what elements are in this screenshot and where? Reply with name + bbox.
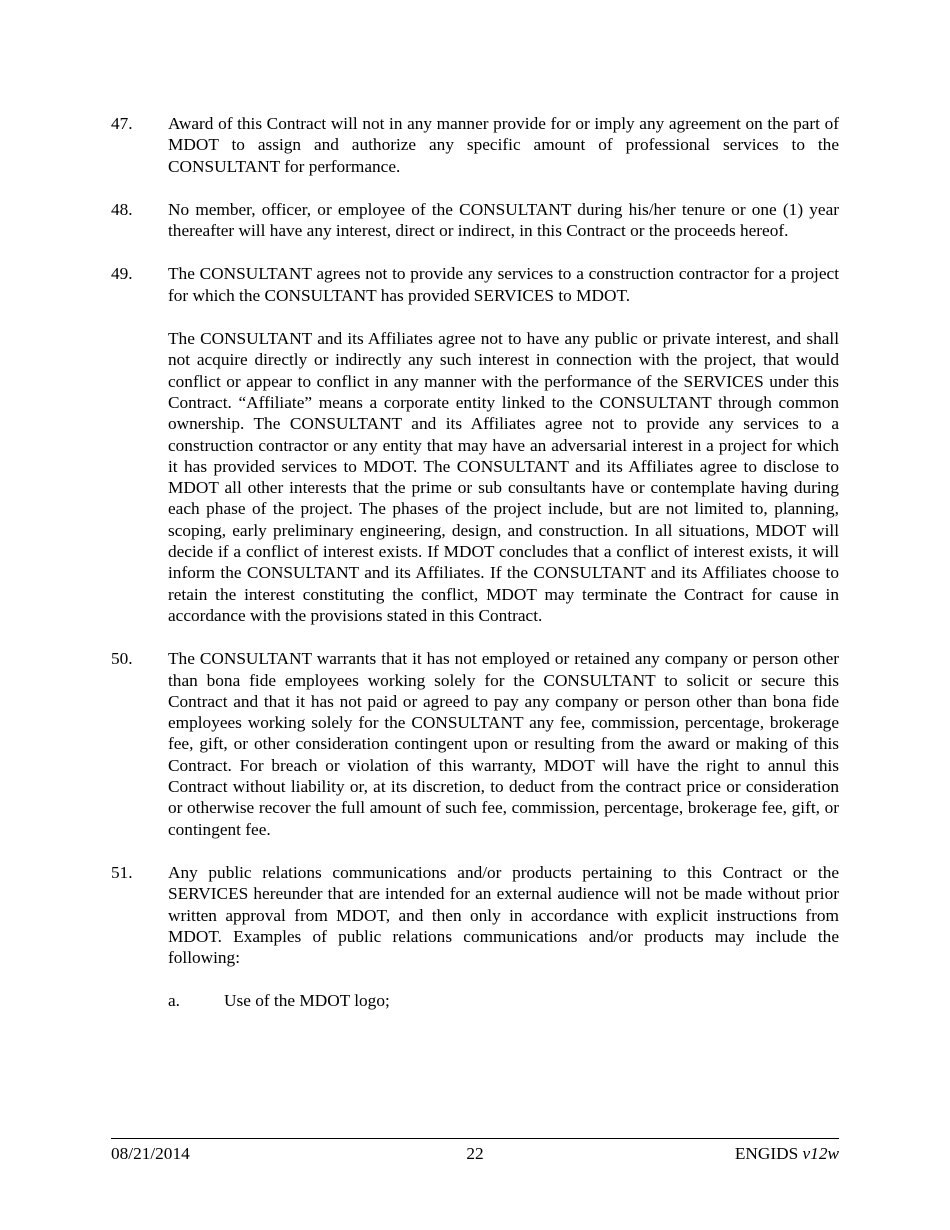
footer-doc-name: ENGIDS: [734, 1144, 799, 1163]
subitem-letter: a.: [168, 991, 180, 1011]
clause-48: [111, 199, 839, 242]
clause-number: 47.: [111, 114, 133, 133]
clause-text: Award of this Contract will not in any manner provide for or imply any agreement on the part of MDOT to assign and authorize any specific amount of professional services to the CONSULTANT for performance.: [168, 114, 839, 176]
clause-text: No member, officer, or employee of the CONSULTANT during his/her tenure or one (1) year thereafter will have any interest, direct or indirect, in this Contract or the proceeds hereof.: [168, 199, 839, 241]
clause-number: 50.: [111, 649, 133, 669]
clause-49: [111, 263, 839, 306]
subitem-text: Use of the MDOT logo;: [224, 991, 390, 1011]
document-body: [111, 113, 839, 1012]
footer-version: v12w: [802, 1144, 839, 1163]
clause-number: 51.: [111, 862, 133, 882]
clause-text: The CONSULTANT agrees not to provide any services to a construction contractor for a project for which the CONSULTANT has provided SERVICES to MDOT.: [168, 264, 839, 305]
clause-51: [111, 862, 839, 968]
clause-number: 48.: [111, 199, 133, 219]
page-footer: [111, 1138, 839, 1164]
clause-51-subitem-a: [168, 990, 839, 1011]
clause-49-continuation: The CONSULTANT and its Affiliates agree not to have any public or private interest, and shall not acquire directly or indirectly any such interest in connection with the project, that would conflict or appear to conflict in any manner with the performance of the SERVICES under this Contract. “Affiliate” means a corporate entity linked to the CONSULTANT through common ownership. The CONSULTANT and its Affiliates agree not to provide any services to a construction contractor or any entity that may have an adversarial interest in a project for which it has provided services to MDOT. The CONSULTANT and its Affiliates agree to disclose to MDOT all other interests that the prime or sub consultants have or contemplate having during each phase of the project. The phases of the project include, but are not limited to, planning, scoping, early preliminary engineering, design, and construction. In all situations, MDOT will decide if a conflict of interest exists. If MDOT concludes that a conflict of interest exists, it will inform the CONSULTANT and its Affiliates. If the CONSULTANT and its Affiliates choose to retain the interest constituting the conflict, MDOT may terminate the Contract for cause in accordance with the provisions stated in this Contract.: [168, 329, 839, 625]
footer-date: 08/21/2014: [111, 1144, 190, 1163]
clause-text: Any public relations communications and/or products pertaining to this Contract or the SERVICES hereunder that are intended for an external audience will not be made without prior written approval from MDOT, and then only in accordance with explicit instructions from MDOT. Examples of public relations communications and/or products may include the following:: [168, 862, 839, 968]
footer-page-number: 22: [466, 1144, 484, 1163]
clause-47: [111, 113, 839, 177]
clause-text: The CONSULTANT warrants that it has not employed or retained any company or person other than bona fide employees working solely for the CONSULTANT to solicit or secure this Contract and that it has not paid or agreed to pay any company or person other than bona fide employees working solely for the CONSULTANT any fee, commission, percentage, brokerage fee, gift, or other consideration contingent upon or resulting from the award or making of this Contract. For breach or violation of this warranty, MDOT will have the right to annul this Contract without liability or, at its discretion, to deduct from the contract price or consideration or otherwise recover the full amount of such fee, commission, percentage, brokerage fee, gift, or contingent fee.: [168, 649, 839, 839]
clause-number: 49.: [111, 264, 133, 284]
clause-50: [111, 648, 839, 840]
